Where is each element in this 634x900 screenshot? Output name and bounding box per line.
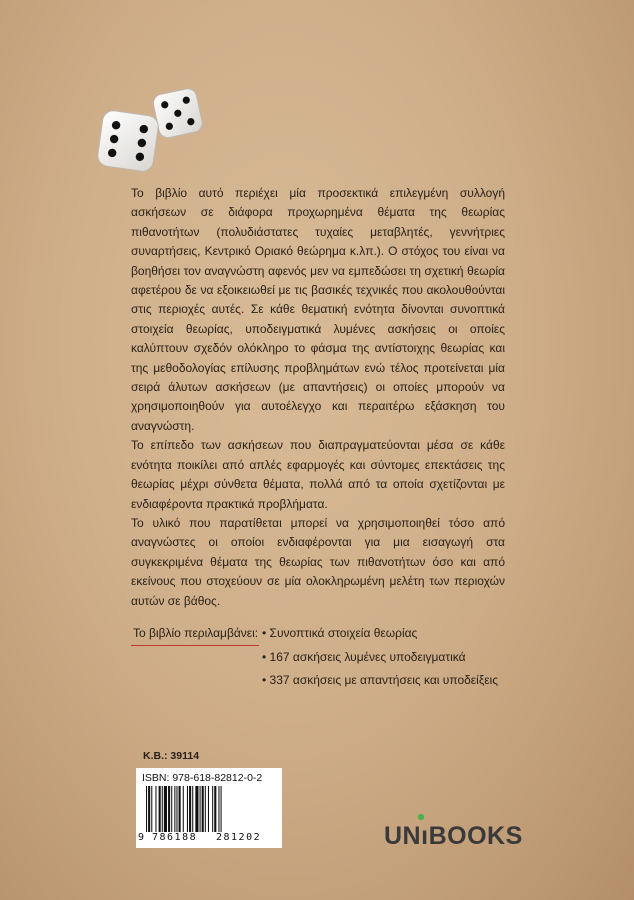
barcode-bars — [146, 786, 274, 832]
barcode-bar — [214, 786, 216, 832]
barcode-bar — [164, 786, 167, 832]
barcode-bar — [212, 786, 213, 832]
dice-illustration — [92, 85, 217, 180]
barcode-bar — [187, 786, 188, 832]
logo-text-books: BOOKS — [428, 822, 523, 850]
barcode-bar — [195, 786, 198, 832]
isbn-barcode — [136, 768, 282, 848]
barcode-bar — [159, 786, 161, 832]
description-paragraph-2: Το επίπεδο των ασκήσεων που διαπραγματεύονται μέσα σε κάθε ενότητα ποικίλει από απλές εφαρμογές και σύντομες επεκτάσεις της θεωρίας μέχρι σύνθετα θέματα, πολλά από τα οποία σχετίζονται με ενδιαφέροντα πρακτικά προβλήματα. — [131, 438, 505, 511]
barcode-digits-right: 281202 — [216, 832, 262, 843]
barcode-bar — [174, 786, 175, 832]
barcode-bar — [155, 786, 156, 832]
unibooks-logo — [384, 808, 523, 854]
barcode-bar — [179, 786, 181, 832]
logo-i: ı — [421, 822, 429, 850]
barcode-bar — [168, 786, 170, 832]
barcode-bar — [208, 786, 209, 832]
barcode-bar — [151, 786, 152, 832]
contents-label: Το βιβλίο περιλαμβάνει: — [133, 626, 259, 640]
barcode-bar — [192, 786, 193, 832]
contents-item: • Συνοπτικά στοιχεία θεωρίας — [262, 626, 418, 640]
front-die — [96, 109, 159, 172]
logo-text — [384, 822, 523, 850]
barcode-bar — [221, 786, 222, 832]
barcode-bar — [146, 786, 147, 832]
description-paragraph-1: Το βιβλίο αυτό περιέχει μία προσεκτικά επιλεγμένη συλλογή ασκήσεων σε διάφορα προχωρημένα θέματα της θεωρίας πιθανοτήτων (πολυδιάστατες τυχαίες μεταβλητές, γεννήτριες συναρτήσεις, Κεντρικό Οριακό θεώρημα κ.λπ.). Ο στόχος του είναι να βοηθήσει τον αναγνώστη αφενός μεν να εμπεδώσει τη σχετική θεωρία αφετέρου δε να εξοικειωθεί με τις βασικές τεχνικές που ακολουθούνται στις περιοχές αυτές. Σε κάθε θεματική ενότητα δίνονται συνοπτικά στοιχεία θεωρίας, υποδειγματικά λυμένες ασκήσεις οι οποίες καλύπτουν σχεδόν ολόκληρο το φάσμα της αντίστοιχης θεωρίας και της μεθοδολογίας επίλυσης προβλημάτων ενώ τέλος προτείνεται μία σειρά άλυτων ασκήσεων (με απαντήσεις) οι οποίες μπορούν να χρησιμοποιηθούν για αυτοέλεγχο και περαιτέρω εξάσκηση του αναγνώστη. — [131, 186, 505, 433]
barcode-bar — [148, 786, 150, 832]
logo-text-un: UN — [384, 822, 422, 850]
contents-item: • 167 ασκήσεις λυμένες υποδειγματικά — [262, 649, 466, 664]
barcode-bar — [171, 786, 172, 832]
contents-list — [262, 626, 498, 697]
barcode-bar — [218, 786, 219, 832]
barcode-bar — [202, 786, 204, 832]
description-paragraph-3: Το υλικό που παρατίθεται μπορεί να χρησιμοποιηθεί τόσο από αναγνώστες οι οποίοι ενδιαφέρονται για μια εισαγωγή στα συγκεκριμένα θέματα της θεωρίας των πιθανοτήτων όσο και από εκείνους που στοχεύουν σε μία ολοκληρωμένη μελέτη των περιοχών αυτών σε βάθος. — [131, 515, 505, 608]
logo-dot — [418, 814, 424, 820]
kb-code: Κ.Β.: 39114 — [143, 750, 200, 762]
barcode-bar — [183, 786, 184, 832]
barcode-bar — [162, 786, 163, 832]
barcode-bar — [205, 786, 206, 832]
contents-item: • 337 ασκήσεις με απαντήσεις και υποδείξεις — [262, 673, 498, 687]
barcode-digit-first: 9 — [138, 832, 145, 843]
isbn-text: ISBN: 978-618-82812-0-2 — [142, 772, 263, 784]
barcode-bar — [189, 786, 191, 832]
book-description — [131, 184, 505, 611]
barcode-bar — [200, 786, 201, 832]
barcode-bar — [176, 786, 177, 832]
contents-label-underline — [131, 645, 259, 646]
back-die — [152, 87, 204, 139]
barcode-digits-left: 786188 — [152, 832, 198, 843]
